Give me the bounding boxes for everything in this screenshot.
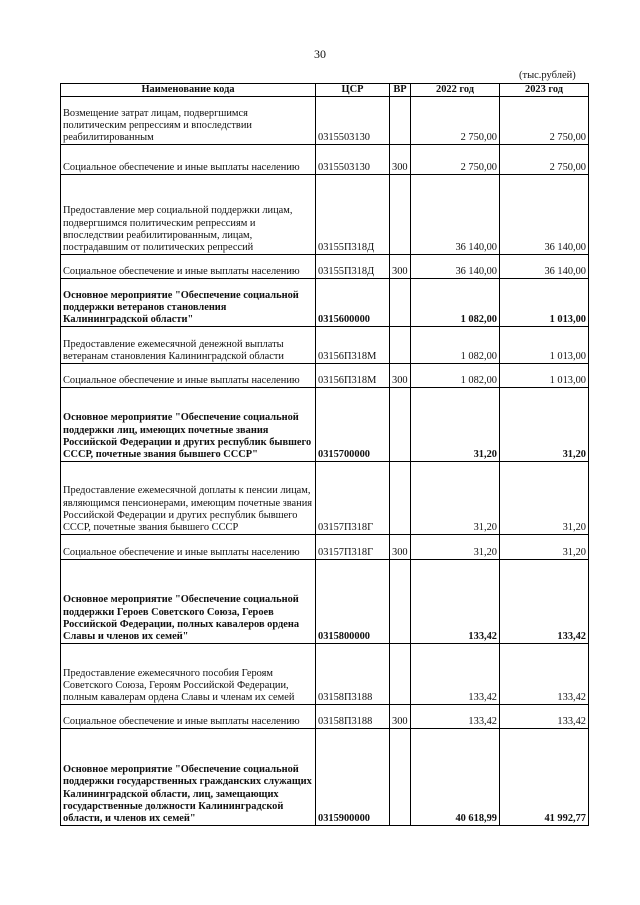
row-name-cell: Основное мероприятие "Обеспечение социальной поддержки государственных гражданских служащих Калининградской области, лиц, замещающих государственные должности Калининградской области, и членов их семей"	[61, 729, 316, 826]
row-2022-cell: 36 140,00	[411, 175, 500, 255]
table-row	[61, 255, 589, 279]
table-row	[61, 705, 589, 729]
header-2023: 2023 год	[500, 84, 589, 97]
row-2022-cell: 2 750,00	[411, 145, 500, 175]
table-row	[61, 97, 589, 145]
table-body	[61, 97, 589, 826]
row-2022-cell: 133,42	[411, 644, 500, 705]
table-row	[61, 327, 589, 364]
row-name-cell: Предоставление ежемесячной доплаты к пенсии лицам, являющимся пенсионерами, имеющим почетные звания Российской Федерации и других республик бывшего СССР, почетные звания бывшего СССР	[61, 462, 316, 535]
table-row	[61, 388, 589, 462]
row-2023-cell: 41 992,77	[500, 729, 589, 826]
table-row	[61, 729, 589, 826]
row-csr-cell: 03156П318М	[316, 327, 390, 364]
row-csr-cell: 0315900000	[316, 729, 390, 826]
row-2023-cell: 36 140,00	[500, 175, 589, 255]
row-vr-cell: 300	[390, 364, 411, 388]
row-name-cell: Основное мероприятие "Обеспечение социальной поддержки Героев Советского Союза, Героев Российской Федерации, полных кавалеров ордена Славы и членов их семей"	[61, 560, 316, 644]
row-name-cell: Предоставление мер социальной поддержки лицам, подвергшимся политическим репрессиям и впоследствии реабилитированным, лицам, пострадавшим от политических репрессий	[61, 175, 316, 255]
row-2023-cell: 1 013,00	[500, 364, 589, 388]
row-name-cell: Социальное обеспечение и иные выплаты населению	[61, 364, 316, 388]
row-name-cell: Возмещение затрат лицам, подвергшимся политическим репрессиям и впоследствии реабилитированным	[61, 97, 316, 145]
header-csr: ЦСР	[316, 84, 390, 97]
row-2022-cell: 133,42	[411, 705, 500, 729]
page-number: 30	[314, 47, 326, 61]
row-2022-cell: 31,20	[411, 462, 500, 535]
row-name-cell: Основное мероприятие "Обеспечение социальной поддержки ветеранов становления Калининградской области"	[61, 279, 316, 327]
table-header-row	[61, 84, 589, 97]
table-row	[61, 560, 589, 644]
table-row	[61, 364, 589, 388]
row-csr-cell: 0315800000	[316, 560, 390, 644]
row-vr-cell	[390, 729, 411, 826]
row-2022-cell: 31,20	[411, 388, 500, 462]
row-vr-cell	[390, 560, 411, 644]
row-csr-cell: 0315600000	[316, 279, 390, 327]
row-csr-cell: 03155П318Д	[316, 175, 390, 255]
row-2023-cell: 36 140,00	[500, 255, 589, 279]
table-row	[61, 175, 589, 255]
row-csr-cell: 03158П3188	[316, 705, 390, 729]
table-row	[61, 644, 589, 705]
row-vr-cell: 300	[390, 705, 411, 729]
row-csr-cell: 03158П3188	[316, 644, 390, 705]
table-row	[61, 279, 589, 327]
table-row	[61, 462, 589, 535]
row-vr-cell	[390, 462, 411, 535]
row-2023-cell: 1 013,00	[500, 327, 589, 364]
row-name-cell: Социальное обеспечение и иные выплаты населению	[61, 535, 316, 560]
row-csr-cell: 0315503130	[316, 145, 390, 175]
row-2022-cell: 40 618,99	[411, 729, 500, 826]
row-2023-cell: 1 013,00	[500, 279, 589, 327]
row-vr-cell	[390, 279, 411, 327]
row-vr-cell	[390, 327, 411, 364]
row-csr-cell: 03155П318Д	[316, 255, 390, 279]
row-2023-cell: 133,42	[500, 644, 589, 705]
row-2022-cell: 1 082,00	[411, 364, 500, 388]
row-vr-cell	[390, 388, 411, 462]
row-name-cell: Предоставление ежемесячной денежной выплаты ветеранам становления Калининградской области	[61, 327, 316, 364]
row-vr-cell	[390, 175, 411, 255]
header-2022: 2022 год	[411, 84, 500, 97]
row-name-cell: Социальное обеспечение и иные выплаты населению	[61, 145, 316, 175]
row-name-cell: Социальное обеспечение и иные выплаты населению	[61, 255, 316, 279]
row-2023-cell: 133,42	[500, 560, 589, 644]
row-vr-cell	[390, 97, 411, 145]
table-row	[61, 535, 589, 560]
row-2022-cell: 36 140,00	[411, 255, 500, 279]
row-csr-cell: 03157П318Г	[316, 535, 390, 560]
row-name-cell: Основное мероприятие "Обеспечение социальной поддержки лиц, имеющих почетные звания Российской Федерации и других республик бывшего СССР, почетные звания бывшего СССР"	[61, 388, 316, 462]
header-vr: ВР	[390, 84, 411, 97]
row-2022-cell: 2 750,00	[411, 97, 500, 145]
row-csr-cell: 0315503130	[316, 97, 390, 145]
row-name-cell: Социальное обеспечение и иные выплаты населению	[61, 705, 316, 729]
row-2022-cell: 1 082,00	[411, 327, 500, 364]
row-2023-cell: 31,20	[500, 535, 589, 560]
row-vr-cell: 300	[390, 145, 411, 175]
row-name-cell: Предоставление ежемесячного пособия Героям Советского Союза, Героям Российской Федерации, полным кавалерам ордена Славы и членам их семей	[61, 644, 316, 705]
row-2023-cell: 31,20	[500, 388, 589, 462]
row-2022-cell: 31,20	[411, 535, 500, 560]
row-2022-cell: 1 082,00	[411, 279, 500, 327]
table-row	[61, 145, 589, 175]
row-vr-cell	[390, 644, 411, 705]
units-label: (тыс.рублей)	[519, 70, 576, 81]
row-2023-cell: 2 750,00	[500, 97, 589, 145]
header-name: Наименование кода	[61, 84, 316, 97]
budget-table	[60, 83, 589, 826]
row-csr-cell: 03156П318М	[316, 364, 390, 388]
row-vr-cell: 300	[390, 255, 411, 279]
row-2023-cell: 133,42	[500, 705, 589, 729]
row-2023-cell: 31,20	[500, 462, 589, 535]
row-2023-cell: 2 750,00	[500, 145, 589, 175]
row-2022-cell: 133,42	[411, 560, 500, 644]
row-vr-cell: 300	[390, 535, 411, 560]
row-csr-cell: 03157П318Г	[316, 462, 390, 535]
row-csr-cell: 0315700000	[316, 388, 390, 462]
